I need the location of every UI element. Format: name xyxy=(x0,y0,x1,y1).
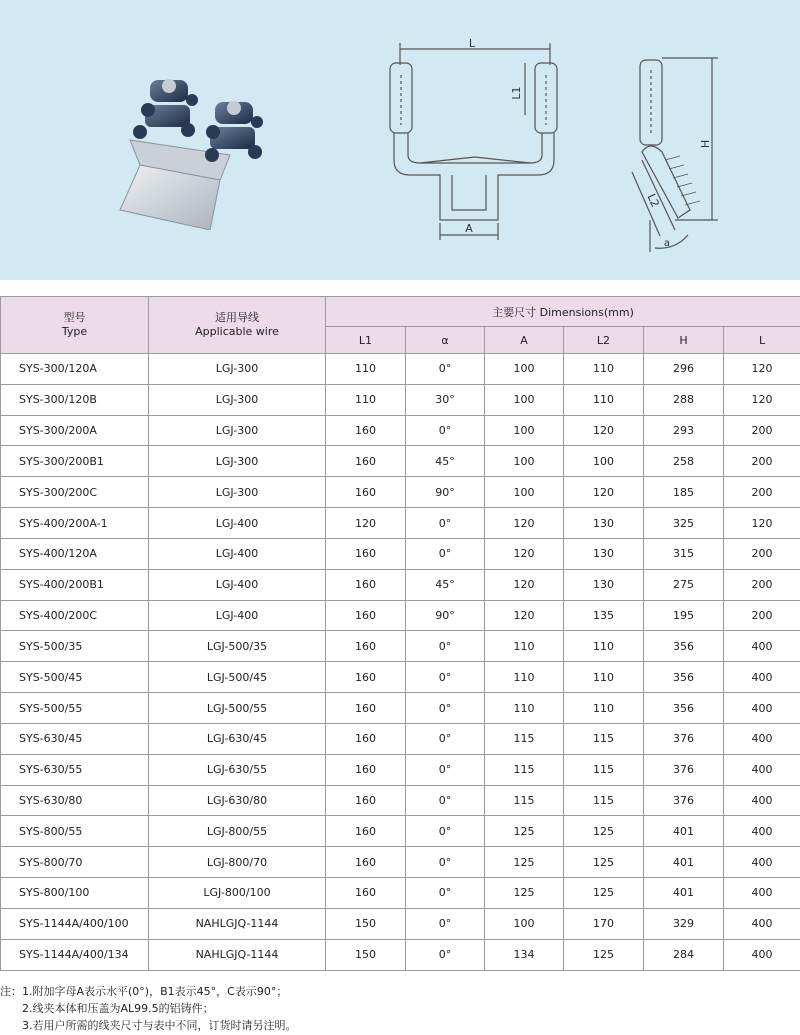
table-cell-l2: 110 xyxy=(564,693,644,724)
table-cell-wire: LGJ-400 xyxy=(149,569,326,600)
header-col-l2: L2 xyxy=(564,327,644,354)
table-cell-alpha: 0° xyxy=(406,723,485,754)
dim-label-alpha: a xyxy=(663,238,671,249)
table-cell-h: 185 xyxy=(644,477,724,508)
notes xyxy=(0,983,800,1034)
table-cell-a: 100 xyxy=(485,415,564,446)
table-cell-l1: 160 xyxy=(326,600,406,631)
table-cell-wire: LGJ-400 xyxy=(149,508,326,539)
table-cell-alpha: 0° xyxy=(406,816,485,847)
table-row xyxy=(1,631,800,662)
table-cell-a: 100 xyxy=(485,354,564,385)
table-cell-l1: 160 xyxy=(326,415,406,446)
note-3: 3.若用户所需的线夹尺寸与表中不同，订货时请另注明。 xyxy=(22,1019,297,1032)
table-cell-alpha: 0° xyxy=(406,631,485,662)
table-row xyxy=(1,723,800,754)
table-cell-wire: LGJ-300 xyxy=(149,446,326,477)
table-cell-a: 120 xyxy=(485,508,564,539)
table-cell-l1: 160 xyxy=(326,878,406,909)
table-cell-type: SYS-300/120A xyxy=(1,354,149,385)
dim-label-h: H xyxy=(699,139,712,149)
table-cell-l1: 160 xyxy=(326,569,406,600)
table-cell-l1: 160 xyxy=(326,754,406,785)
table-cell-type: SYS-300/200C xyxy=(1,477,149,508)
table-cell-alpha: 0° xyxy=(406,662,485,693)
table-cell-h: 401 xyxy=(644,878,724,909)
table-cell-type: SYS-630/55 xyxy=(1,754,149,785)
product-figure-panel xyxy=(0,0,800,280)
table-cell-l: 400 xyxy=(724,785,800,816)
table-cell-type: SYS-1144A/400/134 xyxy=(1,939,149,970)
table-cell-a: 115 xyxy=(485,785,564,816)
table-cell-l1: 150 xyxy=(326,908,406,939)
table-cell-h: 401 xyxy=(644,816,724,847)
table-cell-a: 115 xyxy=(485,723,564,754)
table-cell-wire: NAHLGJQ-1144 xyxy=(149,908,326,939)
table-row xyxy=(1,569,800,600)
table-cell-alpha: 90° xyxy=(406,600,485,631)
table-cell-l: 400 xyxy=(724,878,800,909)
table-cell-l2: 125 xyxy=(564,816,644,847)
header-col-l1: L1 xyxy=(326,327,406,354)
table-cell-l2: 130 xyxy=(564,508,644,539)
table-cell-alpha: 0° xyxy=(406,908,485,939)
table-cell-h: 258 xyxy=(644,446,724,477)
table-cell-a: 110 xyxy=(485,631,564,662)
table-cell-type: SYS-500/45 xyxy=(1,662,149,693)
table-cell-a: 110 xyxy=(485,693,564,724)
table-cell-wire: LGJ-630/80 xyxy=(149,785,326,816)
table-cell-l: 400 xyxy=(724,754,800,785)
table-cell-l1: 160 xyxy=(326,693,406,724)
table-cell-h: 356 xyxy=(644,693,724,724)
table-row xyxy=(1,908,800,939)
table-cell-l: 200 xyxy=(724,415,800,446)
table-cell-l2: 125 xyxy=(564,847,644,878)
table-cell-a: 120 xyxy=(485,569,564,600)
table-cell-l2: 115 xyxy=(564,785,644,816)
table-cell-type: SYS-400/200B1 xyxy=(1,569,149,600)
table-cell-h: 315 xyxy=(644,538,724,569)
table-cell-type: SYS-630/45 xyxy=(1,723,149,754)
table-row xyxy=(1,538,800,569)
table-cell-l: 400 xyxy=(724,723,800,754)
table-cell-h: 288 xyxy=(644,384,724,415)
table-cell-h: 284 xyxy=(644,939,724,970)
table-cell-l2: 125 xyxy=(564,878,644,909)
dim-label-a: A xyxy=(465,222,473,235)
table-cell-l2: 110 xyxy=(564,662,644,693)
table-cell-l: 200 xyxy=(724,600,800,631)
table-cell-l2: 115 xyxy=(564,754,644,785)
table-cell-l1: 160 xyxy=(326,631,406,662)
table-row xyxy=(1,415,800,446)
table-cell-h: 275 xyxy=(644,569,724,600)
table-cell-l: 120 xyxy=(724,384,800,415)
table-cell-wire: NAHLGJQ-1144 xyxy=(149,939,326,970)
table-row xyxy=(1,662,800,693)
table-cell-l: 400 xyxy=(724,939,800,970)
table-cell-a: 134 xyxy=(485,939,564,970)
table-cell-wire: LGJ-630/45 xyxy=(149,723,326,754)
table-cell-h: 329 xyxy=(644,908,724,939)
table-cell-type: SYS-500/55 xyxy=(1,693,149,724)
table-cell-a: 125 xyxy=(485,878,564,909)
table-cell-wire: LGJ-400 xyxy=(149,538,326,569)
table-cell-l2: 110 xyxy=(564,384,644,415)
table-row xyxy=(1,878,800,909)
table-cell-l1: 160 xyxy=(326,538,406,569)
table-cell-alpha: 0° xyxy=(406,754,485,785)
table-cell-type: SYS-500/35 xyxy=(1,631,149,662)
table-cell-l2: 120 xyxy=(564,415,644,446)
table-cell-wire: LGJ-500/55 xyxy=(149,693,326,724)
table-cell-l: 400 xyxy=(724,816,800,847)
table-row xyxy=(1,508,800,539)
table-cell-l1: 160 xyxy=(326,477,406,508)
table-cell-h: 293 xyxy=(644,415,724,446)
table-cell-wire: LGJ-300 xyxy=(149,415,326,446)
header-col-h: H xyxy=(644,327,724,354)
table-cell-wire: LGJ-500/35 xyxy=(149,631,326,662)
table-cell-type: SYS-400/120A xyxy=(1,538,149,569)
table-cell-l: 200 xyxy=(724,569,800,600)
table-cell-l2: 135 xyxy=(564,600,644,631)
header-col-l: L xyxy=(724,327,800,354)
table-cell-alpha: 45° xyxy=(406,569,485,600)
table-cell-l: 120 xyxy=(724,354,800,385)
table-cell-alpha: 90° xyxy=(406,477,485,508)
table-cell-wire: LGJ-300 xyxy=(149,477,326,508)
table-cell-a: 100 xyxy=(485,446,564,477)
table-cell-alpha: 45° xyxy=(406,446,485,477)
table-cell-l: 400 xyxy=(724,847,800,878)
table-cell-l1: 160 xyxy=(326,662,406,693)
table-cell-l1: 160 xyxy=(326,723,406,754)
table-cell-l2: 120 xyxy=(564,477,644,508)
table-cell-a: 125 xyxy=(485,816,564,847)
table-cell-l2: 170 xyxy=(564,908,644,939)
table-cell-alpha: 0° xyxy=(406,508,485,539)
table-cell-h: 356 xyxy=(644,662,724,693)
table-cell-l1: 110 xyxy=(326,384,406,415)
product-photo xyxy=(110,60,280,230)
table-row xyxy=(1,816,800,847)
note-2: 2.线夹本体和压盖为AL99.5的铝铸件； xyxy=(22,1002,214,1015)
table-cell-type: SYS-300/200B1 xyxy=(1,446,149,477)
table-cell-type: SYS-400/200C xyxy=(1,600,149,631)
table-cell-alpha: 30° xyxy=(406,384,485,415)
table-cell-type: SYS-1144A/400/100 xyxy=(1,908,149,939)
table-cell-l2: 110 xyxy=(564,354,644,385)
table-cell-l: 200 xyxy=(724,538,800,569)
table-cell-wire: LGJ-800/70 xyxy=(149,847,326,878)
table-cell-wire: LGJ-300 xyxy=(149,354,326,385)
table-cell-h: 376 xyxy=(644,754,724,785)
table-cell-type: SYS-800/100 xyxy=(1,878,149,909)
header-type: 型号 Type xyxy=(1,297,149,354)
table-cell-type: SYS-300/120B xyxy=(1,384,149,415)
table-cell-l1: 160 xyxy=(326,785,406,816)
table-cell-alpha: 0° xyxy=(406,354,485,385)
table-cell-l1: 110 xyxy=(326,354,406,385)
table-cell-h: 325 xyxy=(644,508,724,539)
table-cell-a: 100 xyxy=(485,477,564,508)
table-cell-l1: 160 xyxy=(326,816,406,847)
table-cell-l2: 130 xyxy=(564,538,644,569)
table-cell-alpha: 0° xyxy=(406,693,485,724)
table-cell-h: 401 xyxy=(644,847,724,878)
table-cell-a: 120 xyxy=(485,538,564,569)
table-cell-l2: 130 xyxy=(564,569,644,600)
table-cell-l: 200 xyxy=(724,477,800,508)
header-col-alpha: α xyxy=(406,327,485,354)
table-row xyxy=(1,939,800,970)
table-cell-l: 400 xyxy=(724,908,800,939)
table-cell-l: 400 xyxy=(724,662,800,693)
header-dimensions: 主要尺寸 Dimensions(mm) xyxy=(326,297,800,327)
table-cell-l2: 100 xyxy=(564,446,644,477)
table-cell-h: 195 xyxy=(644,600,724,631)
header-col-a: A xyxy=(485,327,564,354)
table-cell-l2: 125 xyxy=(564,939,644,970)
table-cell-a: 120 xyxy=(485,600,564,631)
table-row xyxy=(1,785,800,816)
table-cell-l: 200 xyxy=(724,446,800,477)
table-row xyxy=(1,446,800,477)
header-wire: 适用导线 Applicable wire xyxy=(149,297,326,354)
table-cell-alpha: 0° xyxy=(406,847,485,878)
table-cell-type: SYS-800/70 xyxy=(1,847,149,878)
table-cell-wire: LGJ-800/55 xyxy=(149,816,326,847)
table-cell-a: 125 xyxy=(485,847,564,878)
table-cell-type: SYS-300/200A xyxy=(1,415,149,446)
table-cell-a: 100 xyxy=(485,908,564,939)
table-row xyxy=(1,384,800,415)
table-row xyxy=(1,477,800,508)
table-cell-type: SYS-630/80 xyxy=(1,785,149,816)
table-cell-h: 376 xyxy=(644,723,724,754)
table-cell-type: SYS-800/55 xyxy=(1,816,149,847)
table-cell-l: 400 xyxy=(724,631,800,662)
table-cell-l2: 110 xyxy=(564,631,644,662)
table-cell-wire: LGJ-500/45 xyxy=(149,662,326,693)
table-cell-l: 400 xyxy=(724,693,800,724)
table-cell-alpha: 0° xyxy=(406,538,485,569)
table-cell-l1: 150 xyxy=(326,939,406,970)
dim-label-l: L xyxy=(468,37,476,50)
table-row xyxy=(1,600,800,631)
dimensions-table xyxy=(0,296,800,971)
note-1: 注：1.附加字母A表示水平(0°)，B1表示45°，C表示90°； xyxy=(0,985,288,998)
table-cell-wire: LGJ-800/100 xyxy=(149,878,326,909)
table-cell-wire: LGJ-400 xyxy=(149,600,326,631)
table-cell-l2: 115 xyxy=(564,723,644,754)
table-cell-h: 356 xyxy=(644,631,724,662)
table-row xyxy=(1,354,800,385)
table-row xyxy=(1,847,800,878)
table-cell-type: SYS-400/200A-1 xyxy=(1,508,149,539)
table-cell-a: 100 xyxy=(485,384,564,415)
table-cell-a: 115 xyxy=(485,754,564,785)
dim-label-l2: L2 xyxy=(644,191,662,210)
table-cell-h: 376 xyxy=(644,785,724,816)
table-cell-l1: 160 xyxy=(326,446,406,477)
table-cell-wire: LGJ-300 xyxy=(149,384,326,415)
table-cell-alpha: 0° xyxy=(406,878,485,909)
table-cell-h: 296 xyxy=(644,354,724,385)
dim-label-l1: L1 xyxy=(510,86,523,100)
table-cell-wire: LGJ-630/55 xyxy=(149,754,326,785)
table-cell-l1: 120 xyxy=(326,508,406,539)
table-cell-alpha: 0° xyxy=(406,415,485,446)
side-view-drawing xyxy=(620,40,730,255)
table-cell-a: 110 xyxy=(485,662,564,693)
table-cell-l: 120 xyxy=(724,508,800,539)
table-row xyxy=(1,754,800,785)
table-cell-l1: 160 xyxy=(326,847,406,878)
front-view-drawing xyxy=(380,35,570,250)
table-cell-alpha: 0° xyxy=(406,939,485,970)
table-cell-alpha: 0° xyxy=(406,785,485,816)
table-row xyxy=(1,693,800,724)
